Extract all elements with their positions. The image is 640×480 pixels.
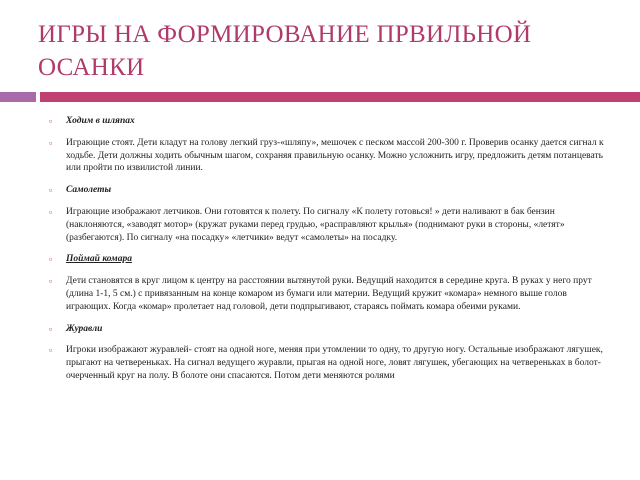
square-bullet-icon: ▫ <box>49 206 53 217</box>
square-bullet-icon: ▫ <box>49 254 53 265</box>
accent-bar-left <box>0 92 36 102</box>
list-item <box>48 137 608 175</box>
list-item <box>48 115 608 128</box>
game-heading-planes: Самолеты <box>66 185 112 196</box>
square-bullet-icon: ▫ <box>49 185 53 196</box>
game-heading-cranes: Журавли <box>66 323 103 334</box>
square-bullet-icon: ▫ <box>49 276 53 287</box>
list-item <box>48 206 608 244</box>
game-description-hats: Играющие стоят. Дети кладут на голову легкий груз-«шляпу», мешочек с песком массой 200-300 г. Проверив осанку дается сигнал к ходьбе. Дети должны ходить обычным шагом, сохраняя правильную осанку. Можно усложнить игру, предложить детям потанцевать или пройти по извилистой линии. <box>66 137 604 174</box>
slide-title: ИГРЫ НА ФОРМИРОВАНИЕ ПРВИЛЬНОЙ ОСАНКИ <box>38 21 532 81</box>
slide-content <box>48 115 608 392</box>
list-item <box>48 253 608 266</box>
list-item <box>48 184 608 197</box>
square-bullet-icon: ▫ <box>49 323 53 334</box>
accent-bar <box>40 92 640 102</box>
square-bullet-icon: ▫ <box>49 137 53 148</box>
square-bullet-icon: ▫ <box>49 345 53 356</box>
game-heading-hats: Ходим в шляпах <box>66 116 135 126</box>
list-item <box>48 323 608 336</box>
game-description-mosquito: Дети становятся в круг лицом к центру на расстоянии вытянутой руки. Ведущий находится в середине круга. В руках у него прут (длина 1-1, 5 см.) с привязанным на конце комаром из бумаги или материи. Ведущий кружит «комара» немного выше голов играющих. Когда «комар» пролетает над головой, дети подпрыгивают, стараясь поймать комара обеими руками. <box>66 276 592 312</box>
list-item <box>48 275 608 313</box>
list-item <box>48 344 608 382</box>
game-heading-mosquito: Поймай комара <box>66 254 132 265</box>
square-bullet-icon: ▫ <box>49 116 53 126</box>
game-description-cranes: Игроки изображают журавлей- стоят на одной ноге, меняя при утомлении то одну, то другую ногу. Остальные изображают лягушек, прыгают на четвереньках. На сигнал ведущего журавли, прыгая на одной ноге, ловят лягушек, убегающих на четвереньках в болот- очерченный круг на полу. В болоте они спасаются. Потом дети меняются ролями <box>66 345 603 381</box>
game-description-planes: Играющие изображают летчиков. Они готовятся к полету. По сигналу «К полету готовься! » дети наливают в бак бензин (наклоняются, «заводят мотор» (кружат руками перед грудью, «расправляют крылья» (поднимают руки в стороны, «летят» (разбегаются). По сигналу «на посадку» «летчики» ведут «самолеты» на посадку. <box>66 206 565 243</box>
